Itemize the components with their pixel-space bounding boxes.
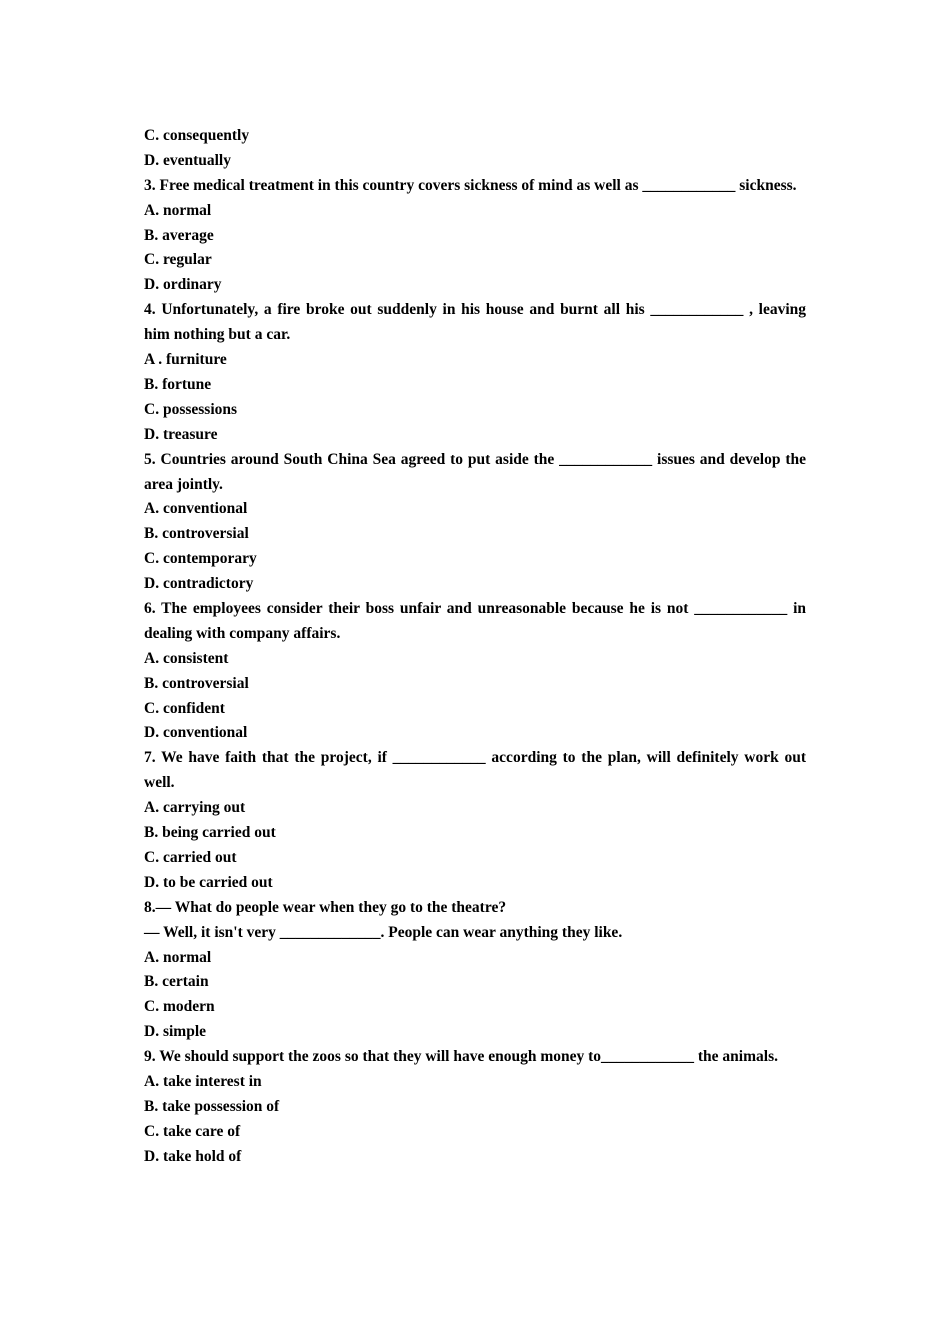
option-line: D. contradictory	[144, 575, 254, 593]
question-8-reply: — Well, it isn't very _____________. People can wear anything they like.	[144, 923, 623, 941]
option-line: C. carried out	[144, 848, 237, 866]
option-line: D. conventional	[144, 724, 248, 742]
option-line: C. confident	[144, 699, 225, 717]
option-line: B. average	[144, 226, 214, 244]
option-line: C. regular	[144, 251, 212, 269]
question-9-stem: 9. We should support the zoos so that they will have enough money to____________ the animals.	[144, 1048, 778, 1066]
question-8-stem: 8.— What do people wear when they go to the theatre?	[144, 898, 507, 916]
option-line: B. being carried out	[144, 824, 276, 842]
option-line: D. ordinary	[144, 276, 222, 294]
option-line: D. simple	[144, 1023, 206, 1041]
option-line: D. treasure	[144, 425, 218, 443]
option-line: B. controversial	[144, 525, 249, 543]
option-line: C. contemporary	[144, 550, 257, 568]
option-line: A. take interest in	[144, 1073, 262, 1091]
option-line: A . furniture	[144, 351, 227, 369]
option-line: A. normal	[144, 948, 212, 966]
option-line: B. take possession of	[144, 1097, 280, 1115]
option-line: A. normal	[144, 201, 212, 219]
question-5-stem: 5. Countries around South China Sea agreed to put aside the ____________ issues and develop the area jointly.	[144, 450, 806, 493]
question-7-stem: 7. We have faith that the project, if ____________ according to the plan, will definitely work out well.	[144, 749, 806, 792]
option-line: C. consequently	[144, 127, 250, 144]
option-line: A. conventional	[144, 500, 248, 518]
option-line: D. eventually	[144, 151, 231, 169]
option-line: A. consistent	[144, 649, 229, 667]
option-line: B. certain	[144, 973, 209, 991]
option-line: D. to be carried out	[144, 873, 273, 891]
option-line: C. possessions	[144, 400, 238, 418]
option-line: A. carrying out	[144, 799, 246, 817]
option-line: D. take hold of	[144, 1147, 242, 1165]
document-page	[144, 124, 806, 1170]
question-4-stem: 4. Unfortunately, a fire broke out suddenly in his house and burnt all his ____________ , leaving him nothing but a car.	[144, 301, 806, 344]
question-3-stem: 3. Free medical treatment in this country covers sickness of mind as well as ____________ sickness.	[144, 176, 797, 194]
question-6-stem: 6. The employees consider their boss unfair and unreasonable because he is not ____________ in dealing with company affairs.	[144, 600, 806, 642]
option-line: B. fortune	[144, 375, 212, 393]
option-line: B. controversial	[144, 674, 249, 692]
option-line: C. take care of	[144, 1122, 241, 1140]
option-line: C. modern	[144, 998, 215, 1016]
